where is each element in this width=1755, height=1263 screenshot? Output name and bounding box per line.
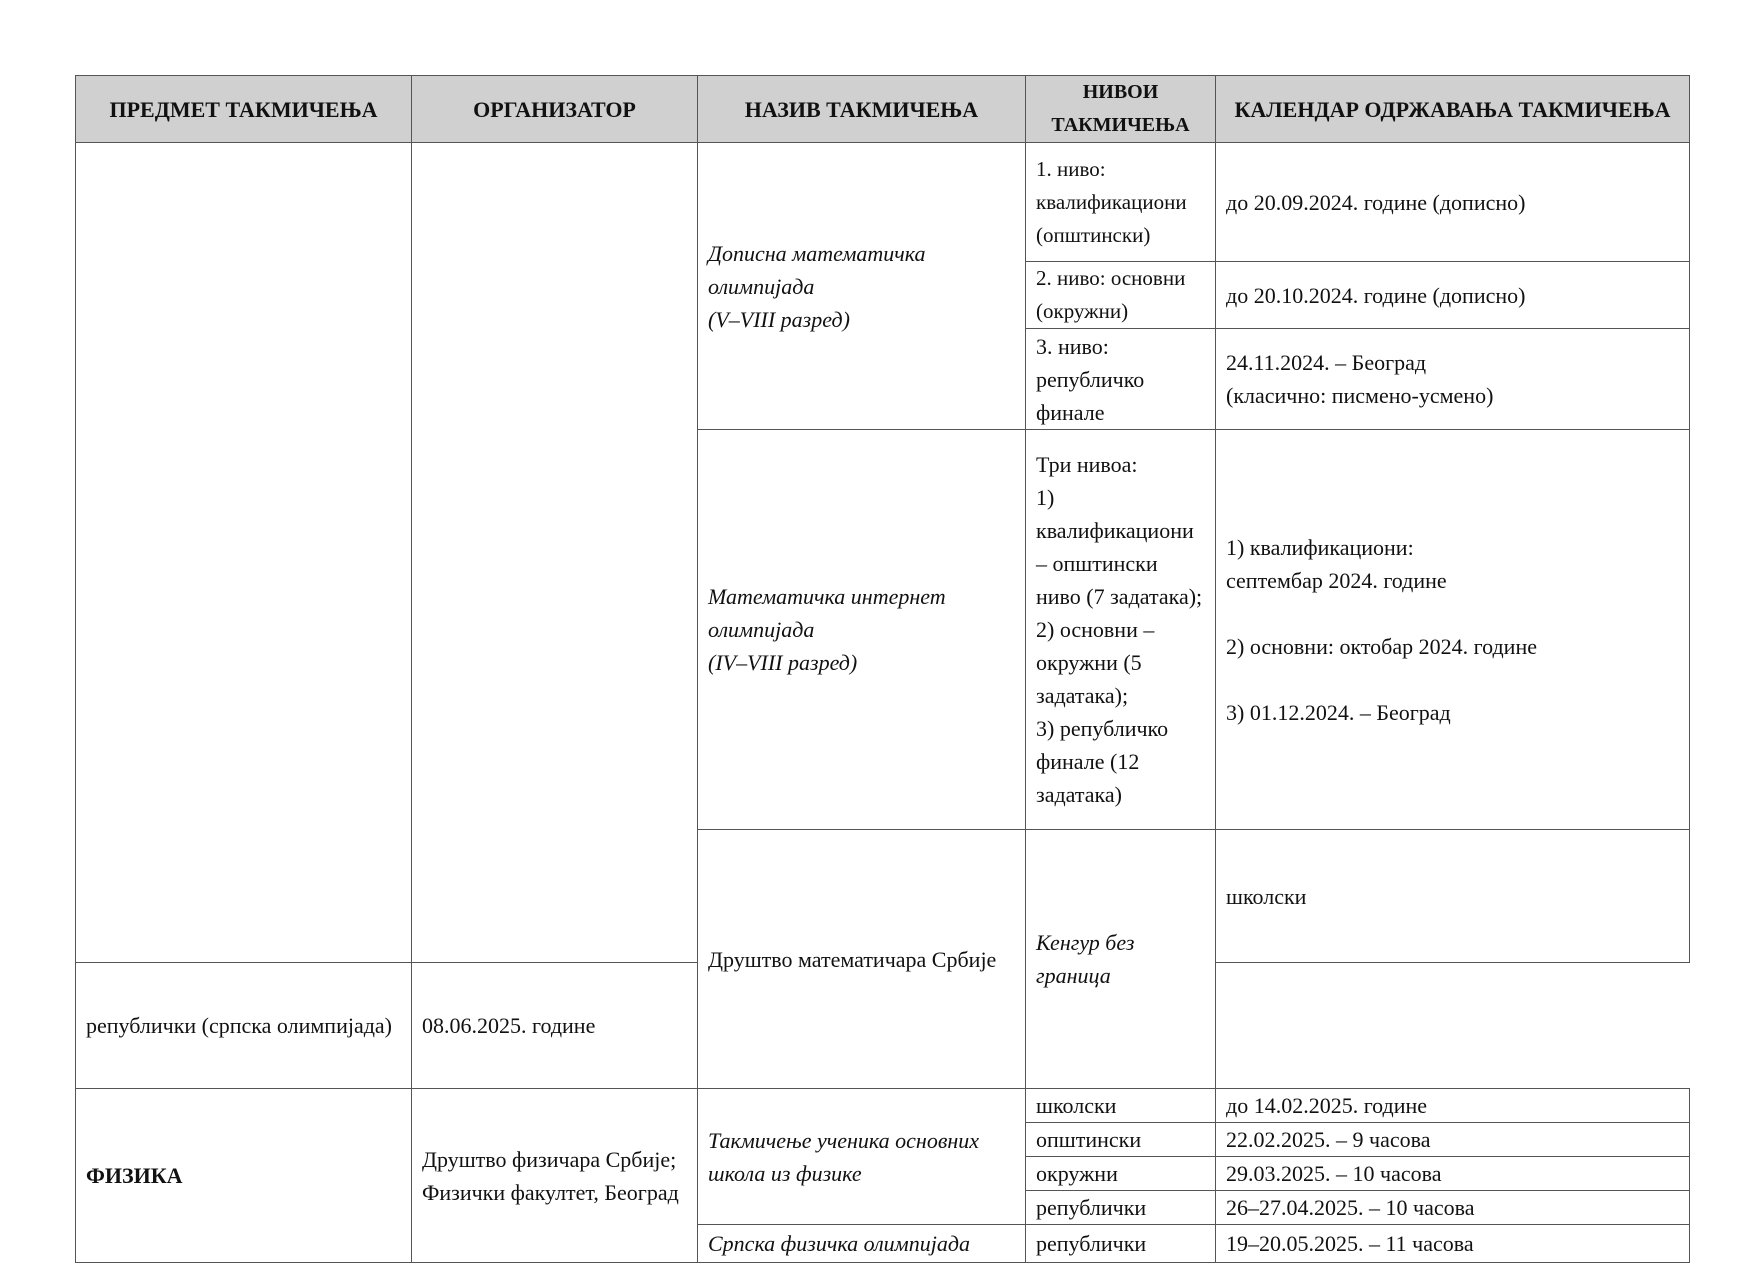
competition-name-fizika: Такмичење ученика основних школа из физике: [698, 1089, 1026, 1225]
level-cell: школски: [1026, 1089, 1216, 1123]
table-row: [76, 143, 1690, 262]
header-levels: НИВОИ ТАКМИЧЕЊА: [1026, 76, 1216, 143]
date-cell: 24.11.2024. – Београд (класично: писмено-усмено): [1216, 329, 1690, 430]
level-cell: 3. ниво: републичко финале: [1026, 329, 1216, 430]
competition-table: [75, 75, 1690, 1263]
date-cell: 26–27.04.2025. – 10 часова: [1216, 1191, 1690, 1225]
competition-name-olimpijada: Српска физичка олимпијада: [698, 1225, 1026, 1263]
date-cell: 22.02.2025. – 9 часова: [1216, 1123, 1690, 1157]
date-cell: до 20.09.2024. године (дописно): [1216, 143, 1690, 262]
header-subject: ПРЕДМЕТ ТАКМИЧЕЊА: [76, 76, 412, 143]
header-calendar: КАЛЕНДАР ОДРЖАВАЊА ТАКМИЧЕЊА: [1216, 76, 1690, 143]
header-row: [76, 76, 1690, 143]
level-cell: републички (српска олимпијада): [76, 963, 412, 1089]
level-cell: школски: [1216, 830, 1690, 963]
level-cell: Три нивоа: 1) квалификациони – општински ниво (7 задатака); 2) основни – окружни (5 задатака); 3) републичко финале (12 задатака): [1026, 430, 1216, 830]
level-cell: републички: [1026, 1191, 1216, 1225]
date-cell: 08.06.2025. године: [412, 963, 698, 1089]
competition-name-kengur: Кенгур без граница: [1026, 830, 1216, 1089]
date-cell: 1) квалификациони: септембар 2024. године 2) основни: октобар 2024. године 3) 01.12.2024. – Београд: [1216, 430, 1690, 830]
subject-cell-math: [76, 143, 412, 963]
level-cell: републички: [1026, 1225, 1216, 1263]
organizer-kengur: Друштво математичара Србије: [698, 830, 1026, 1089]
competition-name-internet: Математичка интернет олимпијада (IV–VIII разред): [698, 430, 1026, 830]
competition-name-dopisna: Дописна математичка олимпијада (V–VIII разред): [698, 143, 1026, 430]
table-row: [76, 1089, 1690, 1123]
header-organizer: ОРГАНИЗАТОР: [412, 76, 698, 143]
subject-fizika: ФИЗИКА: [76, 1089, 412, 1263]
level-cell: окружни: [1026, 1157, 1216, 1191]
header-name: НАЗИВ ТАКМИЧЕЊА: [698, 76, 1026, 143]
level-cell: 1. ниво: квалификациони (општински): [1026, 143, 1216, 262]
organizer-cell-math: [412, 143, 698, 963]
date-cell: 19–20.05.2025. – 11 часова: [1216, 1225, 1690, 1263]
level-cell: општински: [1026, 1123, 1216, 1157]
date-cell: 29.03.2025. – 10 часова: [1216, 1157, 1690, 1191]
level-cell: 2. ниво: основни (окружни): [1026, 262, 1216, 329]
date-cell: до 20.10.2024. године (дописно): [1216, 262, 1690, 329]
date-cell: до 14.02.2025. године: [1216, 1089, 1690, 1123]
organizer-fizika: Друштво физичара Србије; Физички факултет, Београд: [412, 1089, 698, 1263]
